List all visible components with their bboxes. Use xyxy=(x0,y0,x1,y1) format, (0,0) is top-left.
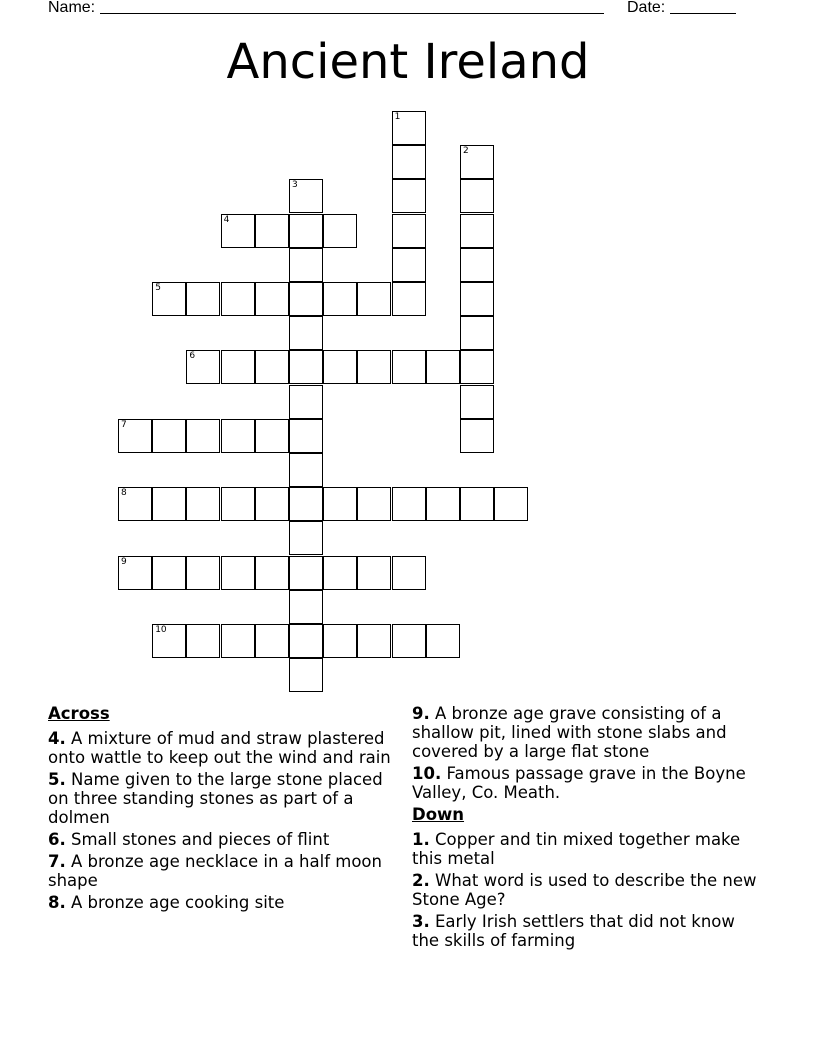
grid-cell[interactable] xyxy=(186,487,220,521)
grid-cell[interactable] xyxy=(323,350,357,384)
grid-cell[interactable] xyxy=(357,350,391,384)
cell-number: 3 xyxy=(292,180,298,191)
grid-cell[interactable] xyxy=(357,487,391,521)
clue-across-5: 5. Name given to the large stone placed on three standing stones as part of a dolmen xyxy=(48,770,383,827)
grid-cell[interactable] xyxy=(460,214,494,248)
grid-cell[interactable] xyxy=(426,487,460,521)
grid-cell[interactable] xyxy=(152,556,186,590)
grid-cell[interactable] xyxy=(323,214,357,248)
grid-cell[interactable] xyxy=(289,624,323,658)
grid-cell[interactable] xyxy=(221,282,255,316)
grid-cell[interactable] xyxy=(357,282,391,316)
grid-cell[interactable] xyxy=(186,419,220,453)
grid-cell[interactable] xyxy=(289,282,323,316)
grid-cell[interactable] xyxy=(221,487,255,521)
grid-cell-6[interactable] xyxy=(186,350,220,384)
grid-cell[interactable] xyxy=(289,453,323,487)
grid-cell[interactable] xyxy=(460,419,494,453)
clue-across-10: 10. Famous passage grave in the Boyne Valley, Co. Meath. xyxy=(412,764,746,802)
clue-across-8: 8. A bronze age cooking site xyxy=(48,893,285,912)
grid-cell[interactable] xyxy=(289,521,323,555)
grid-cell[interactable] xyxy=(289,316,323,350)
date-label: Date: xyxy=(627,0,666,16)
clues-left-column xyxy=(48,704,408,915)
cell-number: 5 xyxy=(155,283,161,293)
grid-cell[interactable] xyxy=(460,487,494,521)
grid-cell[interactable] xyxy=(289,385,323,419)
grid-cell[interactable] xyxy=(323,487,357,521)
clue-down-1: 1. Copper and tin mixed together make this metal xyxy=(412,830,741,868)
grid-cell[interactable] xyxy=(255,419,289,453)
grid-cell[interactable] xyxy=(392,556,426,590)
grid-cell[interactable] xyxy=(426,624,460,658)
grid-cell[interactable] xyxy=(289,214,323,248)
clues-right-column xyxy=(412,704,762,953)
grid-cell[interactable] xyxy=(323,624,357,658)
clue-across-7: 7. A bronze age necklace in a half moon shape xyxy=(48,852,382,890)
grid-cell[interactable] xyxy=(255,350,289,384)
cell-number: 1 xyxy=(394,112,401,122)
grid-cell[interactable] xyxy=(255,487,289,521)
grid-cell[interactable] xyxy=(460,385,494,419)
clue-down-3: 3. Early Irish settlers that did not know the skills of farming xyxy=(412,912,735,950)
grid-cell[interactable] xyxy=(392,624,426,658)
grid-cell[interactable] xyxy=(392,145,426,179)
grid-cell[interactable] xyxy=(460,350,494,384)
grid-cell[interactable] xyxy=(289,590,323,624)
grid-cell[interactable] xyxy=(289,556,323,590)
clue-down-2: 2. What word is used to describe the new Stone Age? xyxy=(412,871,757,909)
grid-cell-8[interactable] xyxy=(118,487,152,521)
grid-cell-4[interactable] xyxy=(221,214,255,248)
grid-cell[interactable] xyxy=(255,556,289,590)
clue-across-9: 9. A bronze age grave consisting of a shallow pit, lined with stone slabs and covered by a large flat stone xyxy=(412,704,727,761)
grid-cell[interactable] xyxy=(392,282,426,316)
grid-cell[interactable] xyxy=(186,282,220,316)
clue-across-4: 4. A mixture of mud and straw plastered onto wattle to keep out the wind and rain xyxy=(48,729,391,767)
name-label: Name: xyxy=(48,0,96,16)
grid-cell[interactable] xyxy=(460,248,494,282)
grid-cell[interactable] xyxy=(255,282,289,316)
grid-cell[interactable] xyxy=(426,350,460,384)
grid-cell[interactable] xyxy=(289,419,323,453)
across-heading: Across xyxy=(48,704,110,723)
grid-cell[interactable] xyxy=(392,214,426,248)
cell-number: 9 xyxy=(121,556,127,567)
cell-number: 4 xyxy=(223,214,230,225)
grid-cell[interactable] xyxy=(289,248,323,282)
grid-cell[interactable] xyxy=(255,624,289,658)
clue-across-6: 6. Small stones and pieces of flint xyxy=(48,830,330,849)
grid-cell-1[interactable] xyxy=(392,111,426,145)
cell-number: 8 xyxy=(121,488,127,499)
grid-cell-10[interactable] xyxy=(152,624,186,658)
grid-cell[interactable] xyxy=(392,350,426,384)
grid-cell[interactable] xyxy=(323,556,357,590)
grid-cell[interactable] xyxy=(357,556,391,590)
cell-number: 10 xyxy=(155,625,167,635)
grid-cell[interactable] xyxy=(289,350,323,384)
grid-cell[interactable] xyxy=(460,316,494,350)
grid-cell[interactable] xyxy=(323,282,357,316)
grid-cell[interactable] xyxy=(186,556,220,590)
grid-cell[interactable] xyxy=(460,179,494,213)
grid-cell[interactable] xyxy=(357,624,391,658)
grid-cell[interactable] xyxy=(255,214,289,248)
grid-cell-7[interactable] xyxy=(118,419,152,453)
grid-cell[interactable] xyxy=(392,487,426,521)
grid-cell[interactable] xyxy=(152,419,186,453)
grid-cell[interactable] xyxy=(221,350,255,384)
grid-cell[interactable] xyxy=(221,419,255,453)
grid-cell[interactable] xyxy=(392,248,426,282)
grid-cell[interactable] xyxy=(392,179,426,213)
grid-cell[interactable] xyxy=(289,658,323,692)
cell-number: 6 xyxy=(189,351,196,362)
grid-cell[interactable] xyxy=(152,487,186,521)
grid-cell[interactable] xyxy=(186,624,220,658)
page-title: Ancient Ireland xyxy=(226,34,590,90)
cell-number: 7 xyxy=(121,419,127,430)
grid-cell-5[interactable] xyxy=(152,282,186,316)
grid-cell[interactable] xyxy=(221,624,255,658)
grid-cell-3[interactable] xyxy=(289,179,323,213)
grid-cell-2[interactable] xyxy=(460,145,494,179)
grid-cell-9[interactable] xyxy=(118,556,152,590)
grid-cell[interactable] xyxy=(221,556,255,590)
cell-number: 2 xyxy=(463,146,469,157)
grid-cell[interactable] xyxy=(289,487,323,521)
down-heading: Down xyxy=(412,805,465,824)
grid-cell[interactable] xyxy=(494,487,528,521)
grid-cell[interactable] xyxy=(460,282,494,316)
